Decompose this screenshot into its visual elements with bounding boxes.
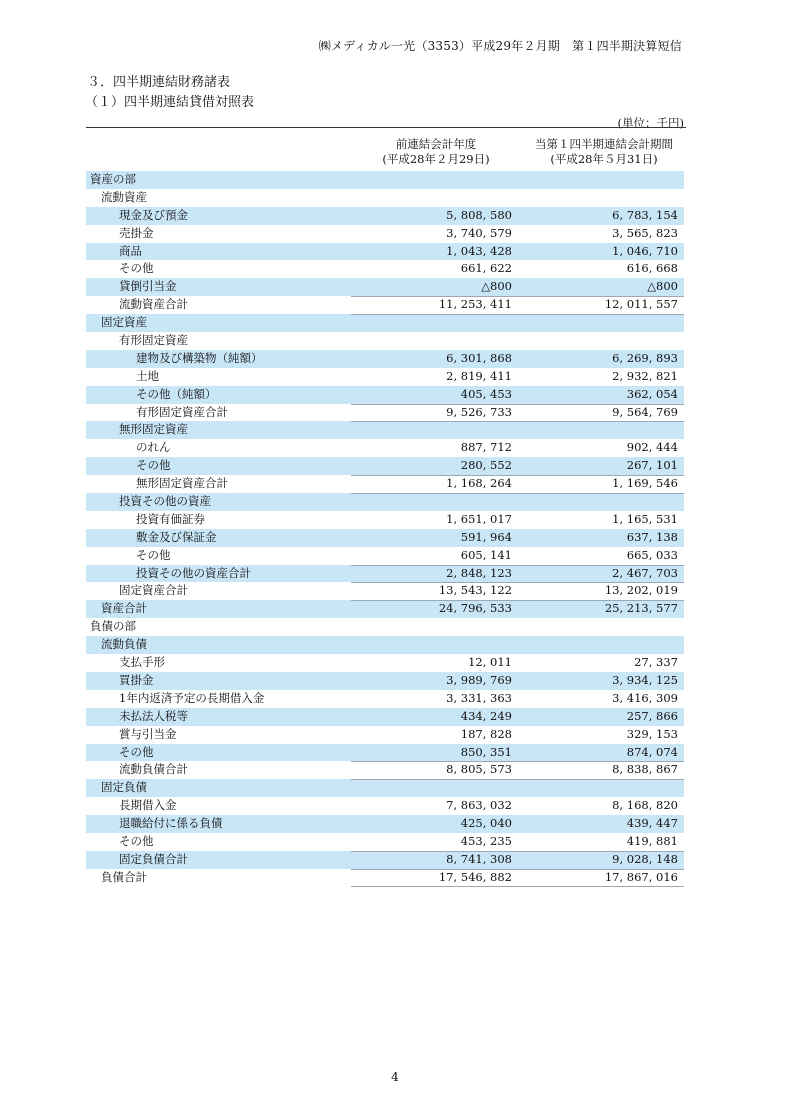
prior-year-value: 7, 863, 032 bbox=[446, 798, 512, 813]
table-row bbox=[86, 296, 684, 314]
row-label: 売掛金 bbox=[119, 225, 154, 240]
table-row bbox=[86, 493, 684, 511]
unit-label: (単位：千円) bbox=[617, 116, 684, 130]
prior-year-value: 13, 543, 122 bbox=[438, 583, 512, 598]
table-row bbox=[86, 869, 684, 887]
current-quarter-value: 9, 028, 148 bbox=[612, 851, 678, 866]
current-quarter-value: 2, 932, 821 bbox=[612, 368, 678, 383]
prior-year-value: 453, 235 bbox=[460, 833, 512, 848]
current-quarter-value: 17, 867, 016 bbox=[604, 869, 678, 884]
current-quarter-value: 3, 934, 125 bbox=[612, 672, 678, 687]
table-row bbox=[86, 457, 684, 475]
current-quarter-value: 6, 783, 154 bbox=[612, 207, 678, 222]
table-row bbox=[86, 171, 684, 189]
row-label: 退職給付に係る負債 bbox=[119, 816, 223, 831]
prior-year-value: 425, 040 bbox=[460, 816, 512, 831]
table-row bbox=[86, 207, 684, 225]
table-row bbox=[86, 278, 684, 296]
prior-year-value: 434, 249 bbox=[460, 708, 512, 723]
column-header-prior-year-line2: (平成28年２月29日) bbox=[382, 152, 490, 166]
table-row bbox=[86, 708, 684, 726]
table-row bbox=[86, 350, 684, 368]
current-quarter-value: 665, 033 bbox=[626, 547, 678, 562]
table-row bbox=[86, 690, 684, 708]
prior-year-value: 8, 805, 573 bbox=[446, 762, 512, 777]
prior-year-value: 8, 741, 308 bbox=[446, 851, 512, 866]
prior-year-value: 2, 819, 411 bbox=[446, 368, 512, 383]
prior-year-value: 591, 964 bbox=[460, 529, 512, 544]
column-header-current-quarter bbox=[518, 137, 690, 167]
current-quarter-value: 419, 881 bbox=[626, 833, 678, 848]
current-quarter-value: 9, 564, 769 bbox=[612, 404, 678, 419]
current-quarter-value: 1, 169, 546 bbox=[612, 476, 678, 491]
current-quarter-value: 616, 668 bbox=[626, 261, 678, 276]
current-quarter-value: 329, 153 bbox=[626, 726, 678, 741]
current-quarter-value: 362, 054 bbox=[626, 386, 678, 401]
prior-year-value: 1, 651, 017 bbox=[446, 511, 512, 526]
row-label: 土地 bbox=[136, 368, 159, 383]
table-row bbox=[86, 404, 684, 422]
prior-year-value: 187, 828 bbox=[460, 726, 512, 741]
table-row bbox=[86, 439, 684, 457]
row-label: 無形固定資産 bbox=[119, 422, 188, 437]
table-row bbox=[86, 582, 684, 600]
row-label: 投資有価証券 bbox=[136, 511, 205, 526]
current-quarter-value: 1, 046, 710 bbox=[612, 243, 678, 258]
table-row bbox=[86, 368, 684, 386]
current-quarter-value: 874, 074 bbox=[626, 744, 678, 759]
row-label: 流動負債 bbox=[101, 637, 147, 652]
current-quarter-value: 439, 447 bbox=[626, 816, 678, 831]
current-quarter-value: 637, 138 bbox=[626, 529, 678, 544]
row-label: 貸倒引当金 bbox=[119, 279, 177, 294]
table-row bbox=[86, 475, 684, 493]
prior-year-value: 9, 526, 733 bbox=[446, 404, 512, 419]
table-row bbox=[86, 511, 684, 529]
row-label: 無形固定資産合計 bbox=[136, 476, 228, 491]
current-quarter-value: 8, 838, 867 bbox=[612, 762, 678, 777]
table-row bbox=[86, 260, 684, 278]
prior-year-value: 6, 301, 868 bbox=[446, 350, 512, 365]
current-quarter-value: 2, 467, 703 bbox=[612, 565, 678, 580]
balance-sheet-table bbox=[86, 171, 684, 887]
row-label: その他 bbox=[119, 744, 154, 759]
row-label: 固定負債 bbox=[101, 780, 147, 795]
prior-year-value: △800 bbox=[481, 279, 512, 294]
row-label: 負債合計 bbox=[101, 869, 147, 884]
subsection-title: （１）四半期連結貸借対照表 bbox=[85, 95, 255, 110]
prior-year-value: 17, 546, 882 bbox=[438, 869, 512, 884]
row-label: 有形固定資産 bbox=[119, 333, 188, 348]
row-label: その他 bbox=[136, 547, 171, 562]
row-label: その他 bbox=[136, 458, 171, 473]
column-header-current-quarter-line2: (平成28年５月31日) bbox=[550, 152, 658, 166]
column-header-prior-year bbox=[356, 137, 516, 167]
top-rule bbox=[86, 127, 686, 128]
row-label: 負債の部 bbox=[90, 619, 136, 634]
table-row bbox=[86, 600, 684, 618]
table-row bbox=[86, 243, 684, 261]
row-label: 資産合計 bbox=[101, 601, 147, 616]
table-row bbox=[86, 779, 684, 797]
row-label: 支払手形 bbox=[119, 655, 165, 670]
table-row bbox=[86, 744, 684, 762]
prior-year-value: 1, 168, 264 bbox=[446, 476, 512, 491]
row-label: 流動資産 bbox=[101, 189, 147, 204]
page-number: 4 bbox=[391, 1070, 399, 1084]
section-title: ３．四半期連結財務諸表 bbox=[87, 75, 231, 90]
prior-year-value: 280, 552 bbox=[460, 458, 512, 473]
current-quarter-value: 25, 213, 577 bbox=[604, 601, 678, 616]
row-label: 賞与引当金 bbox=[119, 726, 177, 741]
table-row bbox=[86, 833, 684, 851]
current-quarter-value: 27, 337 bbox=[634, 655, 678, 670]
table-row bbox=[86, 314, 684, 332]
prior-year-value: 11, 253, 411 bbox=[438, 297, 512, 312]
prior-year-value: 661, 622 bbox=[460, 261, 512, 276]
prior-year-value: 24, 796, 533 bbox=[438, 601, 512, 616]
current-quarter-value: 1, 165, 531 bbox=[612, 511, 678, 526]
table-row bbox=[86, 529, 684, 547]
row-label: 固定資産合計 bbox=[119, 583, 188, 598]
current-quarter-value: 8, 168, 820 bbox=[612, 798, 678, 813]
table-row bbox=[86, 797, 684, 815]
row-label: 1年内返済予定の長期借入金 bbox=[119, 690, 265, 705]
column-header-prior-year-line1: 前連結会計年度 bbox=[395, 137, 477, 151]
row-label: 投資その他の資産合計 bbox=[136, 565, 251, 580]
row-label: 未払法人税等 bbox=[119, 708, 188, 723]
current-quarter-value: 3, 565, 823 bbox=[612, 225, 678, 240]
row-label: 長期借入金 bbox=[119, 798, 177, 813]
prior-year-value: 887, 712 bbox=[460, 440, 512, 455]
table-row bbox=[86, 815, 684, 833]
row-label: 流動資産合計 bbox=[119, 297, 188, 312]
row-label: 商品 bbox=[119, 243, 142, 258]
table-row bbox=[86, 726, 684, 744]
table-row bbox=[86, 421, 684, 439]
prior-year-value: 5, 808, 580 bbox=[446, 207, 512, 222]
row-label: 敷金及び保証金 bbox=[136, 529, 217, 544]
table-row bbox=[86, 761, 684, 779]
table-row bbox=[86, 225, 684, 243]
row-label: その他 bbox=[119, 833, 154, 848]
prior-year-value: 1, 043, 428 bbox=[446, 243, 512, 258]
current-quarter-value: 267, 101 bbox=[626, 458, 678, 473]
row-label: 有形固定資産合計 bbox=[136, 404, 228, 419]
row-label: その他（純額） bbox=[136, 386, 217, 401]
table-row bbox=[86, 636, 684, 654]
prior-year-value: 12, 011 bbox=[468, 655, 512, 670]
running-header: ㈱メディカル一光（3353）平成29年２月期 第１四半期決算短信 bbox=[318, 39, 682, 53]
row-label: 資産の部 bbox=[90, 172, 136, 186]
current-quarter-value: △800 bbox=[647, 279, 678, 294]
current-quarter-value: 12, 011, 557 bbox=[604, 297, 678, 312]
row-label: 買掛金 bbox=[119, 672, 154, 687]
table-row bbox=[86, 672, 684, 690]
current-quarter-value: 13, 202, 019 bbox=[604, 583, 678, 598]
row-label: 固定資産 bbox=[101, 315, 147, 330]
table-row bbox=[86, 851, 684, 869]
prior-year-value: 3, 331, 363 bbox=[446, 690, 512, 705]
current-quarter-value: 6, 269, 893 bbox=[612, 350, 678, 365]
table-row bbox=[86, 654, 684, 672]
prior-year-value: 3, 989, 769 bbox=[446, 672, 512, 687]
row-label: その他 bbox=[119, 261, 154, 276]
column-header-current-quarter-line1: 当第１四半期連結会計期間 bbox=[535, 137, 673, 151]
prior-year-value: 3, 740, 579 bbox=[446, 225, 512, 240]
table-row bbox=[86, 618, 684, 636]
row-label: 現金及び預金 bbox=[119, 207, 188, 222]
table-row bbox=[86, 386, 684, 404]
row-label: 流動負債合計 bbox=[119, 762, 188, 777]
current-quarter-value: 3, 416, 309 bbox=[612, 690, 678, 705]
current-quarter-value: 257, 866 bbox=[626, 708, 678, 723]
prior-year-value: 2, 848, 123 bbox=[446, 565, 512, 580]
row-label: 固定負債合計 bbox=[119, 851, 188, 866]
row-label: 建物及び構築物（純額） bbox=[136, 350, 263, 365]
prior-year-value: 605, 141 bbox=[460, 547, 512, 562]
row-label: 投資その他の資産 bbox=[119, 494, 211, 509]
row-label: のれん bbox=[136, 440, 171, 455]
table-row bbox=[86, 565, 684, 583]
table-row bbox=[86, 547, 684, 565]
table-row bbox=[86, 332, 684, 350]
prior-year-value: 405, 453 bbox=[460, 386, 512, 401]
prior-year-value: 850, 351 bbox=[460, 744, 512, 759]
current-quarter-value: 902, 444 bbox=[626, 440, 678, 455]
table-row bbox=[86, 189, 684, 207]
